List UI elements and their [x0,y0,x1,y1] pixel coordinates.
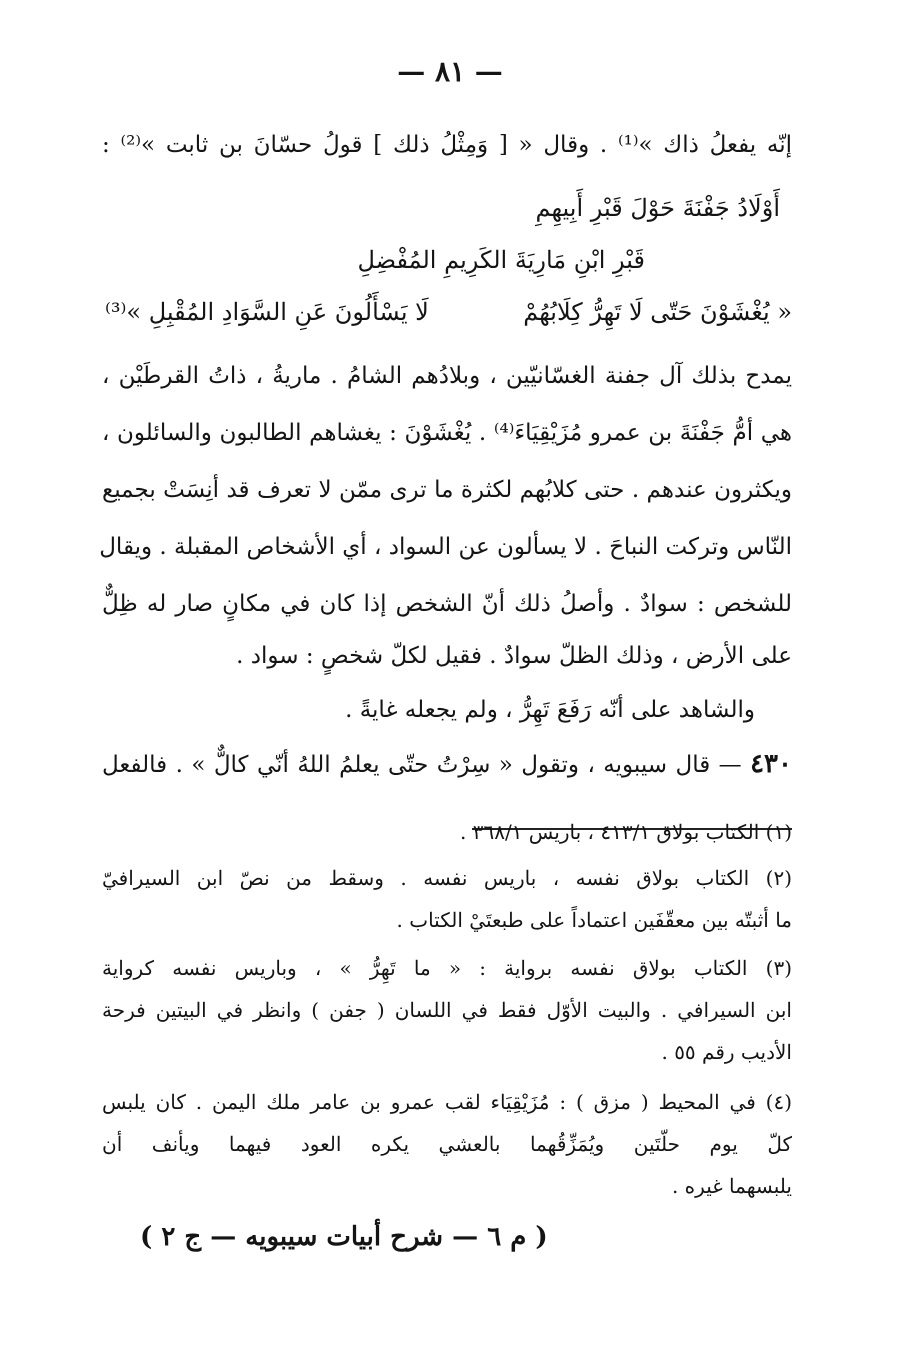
verse-line-3-second-hemistich: لَا يَسْأَلُونَ عَنِ السَّوَادِ المُقْبِلِ »⁽³⁾ [105,298,429,326]
item-430 [102,744,792,785]
page-number: — ٨١ — [397,55,503,88]
verse-line-3-first-hemistich: « يُغْشَوْنَ حَتّى لَا تَهِرُّ كِلَابُهُمْ [523,298,792,326]
body-line: إنّه يفعلُ ذاك »⁽¹⁾ . وقال « [ وَمِثْلُ ذلك ] قولُ حسّانَ بن ثابت »⁽²⁾ : [102,132,792,158]
verse-line-1: أَوْلَادُ جَفْنَةَ حَوْلَ قَبْرِ أَبِيهِمِ [535,194,780,222]
commentary-line: يمدح بذلك آل جفنة الغسّانيّين ، وبلادُهم الشامُ . ماريةُ ، ذاتُ القرطَيْن ، [102,363,792,389]
commentary-line: ويكثرون عندهم . حتى كلابُهم لكثرة ما ترى ممّن لا تعرف قد أنِسَتْ بجميع [102,477,792,503]
footnote-3-line: ابن السيرافي . والبيت الأوّل فقط في اللسان ( جفن ) وانظر في البيتين فرحة [102,998,792,1022]
footnote-4-line: يلبسهما غيره . [671,1174,792,1198]
footnote-4-line: كلّ يوم حلّتَين ويُمَزِّقُهما بالعشي يكره العود فيهما ويأنف أن [102,1132,792,1156]
footnote-3-line: الأديب رقم ٥٥ . [661,1040,792,1064]
footnote-2-line: ما أثبتّه بين معقّفَين اعتماداً على طبعتَيْ الكتاب . [396,908,792,932]
footnote-4-line: (٤) في المحيط ( مزق ) : مُزَيْقِيَاء لقب عمرو بن عامر ملك اليمن . كان يلبس [102,1090,792,1114]
item-text: — قال سيبويه ، وتقول « سِرْتُ حتّى يعلمُ اللهُ أنّي كالٌّ » . فالفعل [102,752,742,778]
commentary-line: على الأرض ، وذلك الظلّ سوادٌ . فقيل لكلّ شخصٍ : سواد . [236,643,792,669]
footnote-2-line: (٢) الكتاب بولاق نفسه ، باريس نفسه . وسقط من نصّ ابن السيرافيّ [102,866,792,890]
verse-line-2: قَبْرِ ابْنِ مَارِيَةَ الكَرِيمِ المُفْضِلِ [357,246,645,274]
commentary-line: النّاس وتركت النباحَ . لا يسألون عن السواد ، أي الأشخاص المقبلة . ويقال [99,534,792,560]
item-number: ٤٣٠ [750,749,792,779]
commentary-line: للشخص : سوادٌ . وأصلُ ذلك أنّ الشخص إذا كان في مكانٍ صار له ظِلٌّ [102,591,792,617]
footnote-1: (١) الكتاب بولاق ٤١٣/١ ، باريس ٣٦٨/١ . [460,820,792,844]
commentary-line: هي أمُّ جَفْنَةَ بن عمرو مُزَيْقِيَاءَ⁽⁴⁾ . يُغْشَوْنَ : يغشاهم الطالبون والسائلون ، [102,420,792,446]
signature-footer: ( م ٦ — شرح أبيات سيبويه — ج ٢ ) [140,1222,548,1252]
footnote-3-line: (٣) الكتاب بولاق نفسه برواية : « ما تَهِرُّ » ، وباريس نفسه كرواية [102,956,792,980]
shahid-line: والشاهد على أنّه رَفَعَ تَهِرُّ ، ولم يجعله غايةً . [345,697,755,723]
